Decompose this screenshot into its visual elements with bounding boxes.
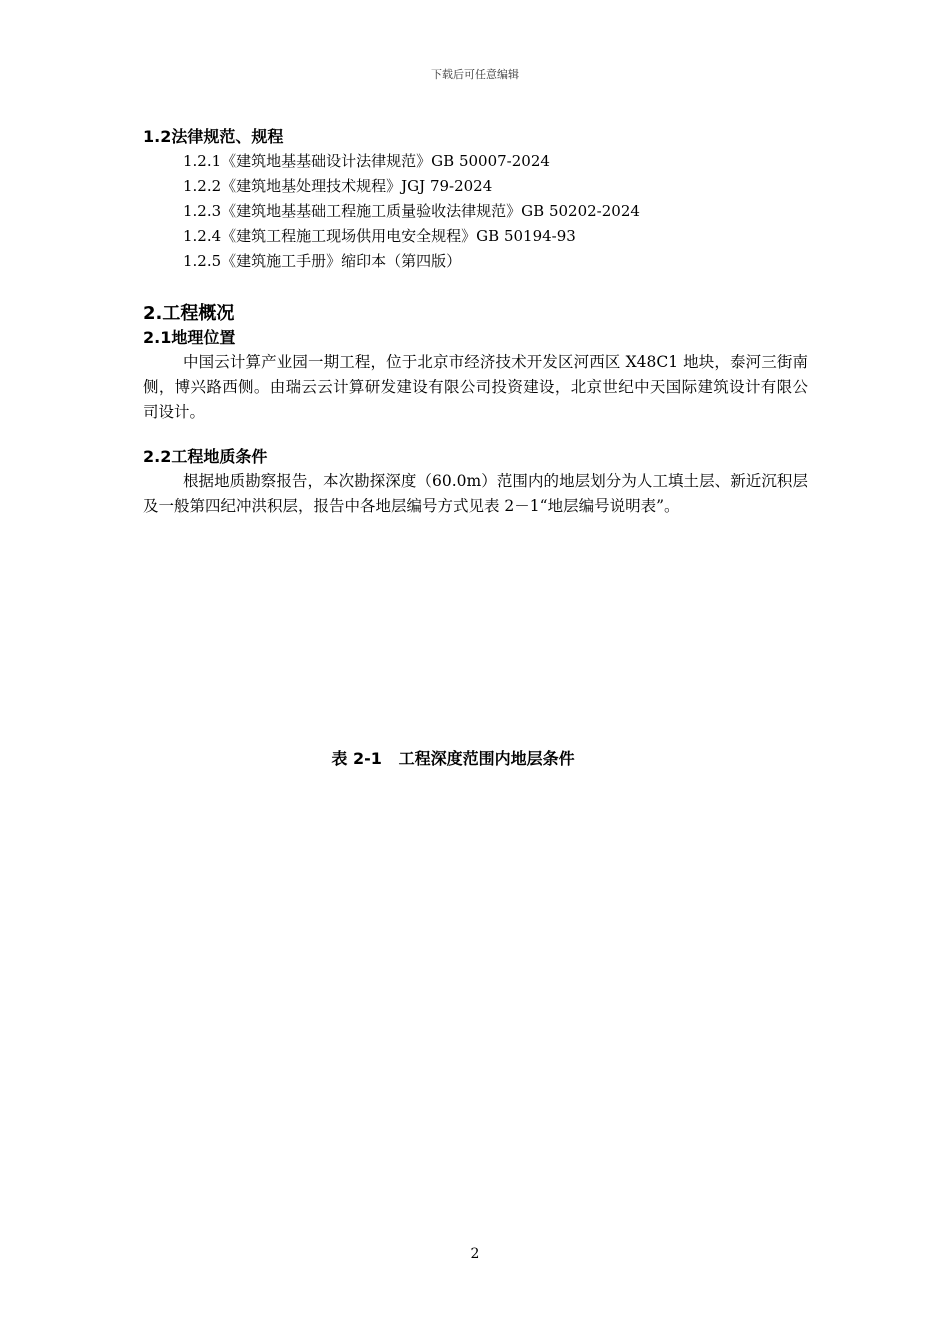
reference-item: 1.2.3《建筑地基基础工程施工质量验收法律规范》GB 50202-2024 [183,202,640,220]
section-2-1-paragraph: 中国云计算产业园一期工程，位于北京市经济技术开发区河西区 X48C1 地块，泰河三街南侧，博兴路西侧。由瑞云云计算研发建设有限公司投资建设，北京世纪中天国际建筑设计有限公司设计。 [143,353,808,421]
reference-list [143,149,808,274]
reference-item: 1.2.4《建筑工程施工现场供用电安全规程》GB 50194-93 [183,227,576,245]
section-2-2-paragraph: 根据地质勘察报告，本次勘探深度（60.0m）范围内的地层划分为人工填土层、新近沉积层及一般第四纪冲洪积层，报告中各地层编号方式见表 2－1“地层编号说明表”。 [143,472,808,515]
reference-item: 1.2.2《建筑地基处理技术规程》JGJ 79-2024 [183,177,493,195]
chapter-2-title: 2.工程概况 [143,303,235,324]
reference-item: 1.2.1《建筑地基基础设计法律规范》GB 50007-2024 [183,152,550,170]
page-content [143,125,808,519]
table-caption: 表 2-1 工程深度范围内地层条件 [331,749,575,768]
page-number: 2 [470,1246,480,1262]
section-2-1-title: 2.1地理位置 [143,328,236,347]
reference-item: 1.2.5《建筑施工手册》缩印本（第四版） [183,252,462,270]
page-header: 下载后可任意编辑 [431,68,519,81]
section-1-2-title: 1.2法律规范、规程 [143,127,284,146]
section-2-2-title: 2.2工程地质条件 [143,447,268,466]
spacer [143,425,808,445]
spacer [143,274,808,302]
